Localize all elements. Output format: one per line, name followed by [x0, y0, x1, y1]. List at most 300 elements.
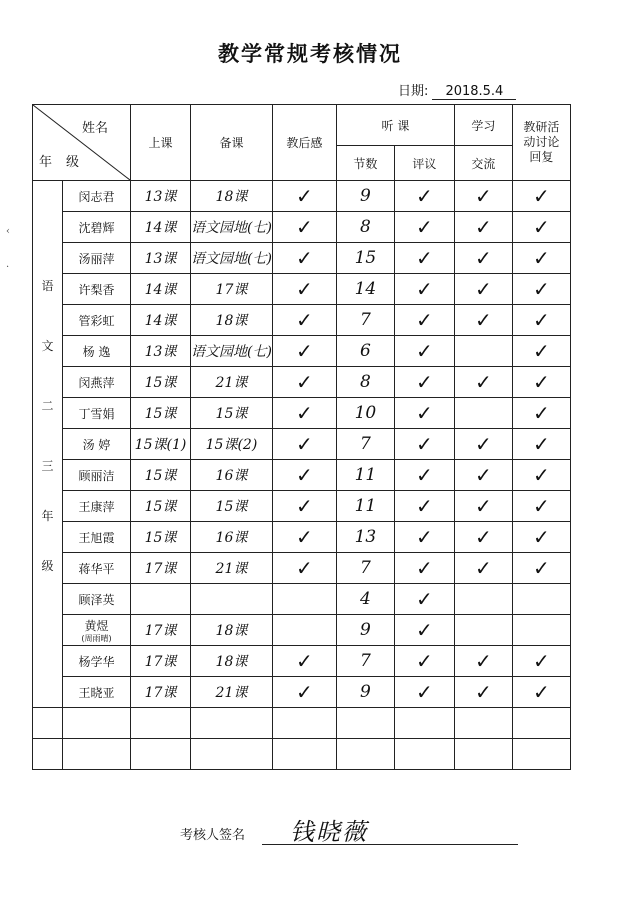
- table-row: [33, 429, 571, 460]
- check-mark-icon: ✓: [416, 649, 433, 673]
- check-mark-icon: ✓: [416, 525, 433, 549]
- research-cell: [512, 336, 570, 367]
- research-cell: [512, 708, 570, 739]
- teacher-name-cell: [63, 274, 131, 305]
- table-row: [33, 398, 571, 429]
- study-cell: [454, 615, 512, 646]
- listen-sessions-value: 7: [360, 310, 371, 330]
- listen-sessions-value: 7: [360, 558, 371, 578]
- class-value: 15课: [144, 406, 177, 422]
- prep-cell: [191, 305, 273, 336]
- study-cell: [454, 460, 512, 491]
- check-mark-icon: ✓: [475, 277, 492, 301]
- check-mark-icon: ✓: [296, 525, 313, 549]
- prep-cell: [191, 243, 273, 274]
- listen-sessions-cell: [336, 553, 394, 584]
- class-cell: [131, 398, 191, 429]
- class-value: 15课: [144, 530, 177, 546]
- listen-comments-cell: [394, 212, 454, 243]
- listen-sessions-value: 8: [360, 372, 371, 392]
- teacher-name: 管彩虹: [78, 313, 115, 328]
- reflection-cell: [272, 274, 336, 305]
- reflection-header: 教后感: [272, 105, 336, 181]
- class-value: 15课: [144, 499, 177, 515]
- reflection-cell: [272, 243, 336, 274]
- listen-comments-cell: [394, 274, 454, 305]
- study-cell: [454, 646, 512, 677]
- listen-sessions-cell: [336, 491, 394, 522]
- prep-cell: [191, 522, 273, 553]
- listen-sessions-value: 9: [360, 186, 371, 206]
- listen-sessions-cell: [336, 646, 394, 677]
- teacher-name: 王康萍: [78, 499, 115, 514]
- teacher-name-cell: [63, 615, 131, 646]
- teacher-name-cell: [63, 584, 131, 615]
- research-cell: [512, 553, 570, 584]
- check-mark-icon: ✓: [475, 184, 492, 208]
- study-cell: [454, 398, 512, 429]
- listen-sessions-value: 7: [360, 651, 371, 671]
- scan-mark: ·: [6, 262, 10, 273]
- check-mark-icon: ✓: [533, 649, 550, 673]
- reflection-cell: [272, 584, 336, 615]
- class-cell: [131, 274, 191, 305]
- check-mark-icon: ✓: [533, 339, 550, 363]
- class-cell: [131, 677, 191, 708]
- prep-cell: [191, 460, 273, 491]
- check-mark-icon: ✓: [296, 556, 313, 580]
- teacher-name: 杨 逸: [82, 344, 111, 359]
- reflection-cell: [272, 491, 336, 522]
- research-cell: [512, 646, 570, 677]
- check-mark-icon: ✓: [533, 215, 550, 239]
- teacher-name-cell: [63, 398, 131, 429]
- check-mark-icon: ✓: [475, 463, 492, 487]
- check-mark-icon: ✓: [533, 246, 550, 270]
- check-mark-icon: ✓: [416, 370, 433, 394]
- class-value: 13课: [144, 344, 177, 360]
- study-cell: [454, 212, 512, 243]
- listen-comments-cell: [394, 429, 454, 460]
- table-row: [33, 212, 571, 243]
- teacher-name-cell: [63, 367, 131, 398]
- listen-sessions-value: 10: [354, 403, 377, 423]
- listen-comments-cell: [394, 739, 454, 770]
- prep-cell: [191, 677, 273, 708]
- table-row: [33, 491, 571, 522]
- check-mark-icon: ✓: [416, 246, 433, 270]
- table-row: [33, 584, 571, 615]
- check-mark-icon: ✓: [416, 618, 433, 642]
- check-mark-icon: ✓: [416, 339, 433, 363]
- scan-mark: ‹: [6, 226, 10, 237]
- prep-cell: [191, 491, 273, 522]
- check-mark-icon: ✓: [416, 680, 433, 704]
- table-row: [33, 615, 571, 646]
- listen-comments-cell: [394, 398, 454, 429]
- listen-sessions-cell: [336, 708, 394, 739]
- table-row: [33, 274, 571, 305]
- study-cell: [454, 553, 512, 584]
- class-value: 17课: [144, 623, 177, 639]
- check-mark-icon: ✓: [296, 463, 313, 487]
- check-mark-icon: ✓: [475, 680, 492, 704]
- grade-char: 二: [41, 399, 54, 413]
- listen-sessions-cell: [336, 336, 394, 367]
- class-cell: [131, 460, 191, 491]
- listen-sessions-cell: [336, 677, 394, 708]
- check-mark-icon: ✓: [533, 525, 550, 549]
- check-mark-icon: ✓: [416, 432, 433, 456]
- prep-cell: [191, 181, 273, 212]
- table-row: [33, 646, 571, 677]
- prep-value: 15课: [215, 499, 248, 515]
- check-mark-icon: ✓: [296, 494, 313, 518]
- teacher-name: 蒋华平: [78, 561, 115, 576]
- teacher-name-cell: [63, 460, 131, 491]
- check-mark-icon: ✓: [533, 463, 550, 487]
- listen-comments-cell: [394, 677, 454, 708]
- check-mark-icon: ✓: [475, 215, 492, 239]
- research-cell: [512, 212, 570, 243]
- check-mark-icon: ✓: [296, 432, 313, 456]
- grade-cell-empty: [33, 739, 63, 770]
- prep-value: 15课(2): [205, 437, 258, 453]
- teacher-name-cell: [63, 646, 131, 677]
- grade-char: 文: [41, 339, 54, 353]
- date-label: 日期:: [398, 84, 429, 99]
- listen-sessions-header: 节数: [336, 146, 394, 181]
- listen-comments-header: 评议: [394, 146, 454, 181]
- research-cell: [512, 181, 570, 212]
- prep-value: 18课: [215, 654, 248, 670]
- reflection-cell: [272, 398, 336, 429]
- class-value: 14课: [144, 313, 177, 329]
- corner-header-cell: [33, 105, 131, 181]
- prep-value: 15课: [215, 406, 248, 422]
- prep-cell: [191, 212, 273, 243]
- grade-cell: [33, 181, 63, 708]
- teacher-name-cell: [63, 243, 131, 274]
- check-mark-icon: ✓: [475, 494, 492, 518]
- listen-sessions-value: 8: [360, 217, 371, 237]
- prep-header: 备课: [191, 105, 273, 181]
- teacher-name-cell: [63, 212, 131, 243]
- research-cell: [512, 491, 570, 522]
- check-mark-icon: ✓: [296, 339, 313, 363]
- research-header-line3: 回复: [529, 150, 554, 164]
- grade-char: 语: [41, 279, 54, 293]
- teacher-name-cell: [63, 739, 131, 770]
- table-row: [33, 522, 571, 553]
- prep-value: 21课: [215, 561, 248, 577]
- teacher-name: 顾泽英: [78, 592, 115, 607]
- class-cell: [131, 212, 191, 243]
- table-row: [33, 367, 571, 398]
- grade-char: 三: [41, 459, 54, 473]
- listen-comments-cell: [394, 305, 454, 336]
- listen-sessions-value: 14: [354, 279, 377, 299]
- teacher-name-cell: [63, 181, 131, 212]
- research-cell: [512, 584, 570, 615]
- class-cell: [131, 491, 191, 522]
- name-header: 姓名: [81, 121, 108, 136]
- prep-value: 语文园地(七): [191, 344, 272, 360]
- check-mark-icon: ✓: [296, 184, 313, 208]
- study-cell: [454, 584, 512, 615]
- check-mark-icon: ✓: [533, 277, 550, 301]
- listen-sessions-cell: [336, 367, 394, 398]
- class-cell: [131, 615, 191, 646]
- check-mark-icon: ✓: [416, 463, 433, 487]
- listen-comments-cell: [394, 367, 454, 398]
- research-header-line2: 动讨论: [523, 135, 560, 149]
- check-mark-icon: ✓: [533, 556, 550, 580]
- teacher-name-cell: [63, 677, 131, 708]
- grade-cell-empty: [33, 708, 63, 739]
- signature-label: 考核人签名: [180, 828, 246, 843]
- listen-group-header: 听 课: [336, 105, 454, 146]
- listen-sessions-cell: [336, 584, 394, 615]
- reflection-cell: [272, 212, 336, 243]
- check-mark-icon: ✓: [475, 649, 492, 673]
- study-cell: [454, 243, 512, 274]
- reflection-cell: [272, 708, 336, 739]
- study-cell: [454, 708, 512, 739]
- class-value: 13课: [144, 189, 177, 205]
- prep-cell: [191, 274, 273, 305]
- teacher-name-cell: [63, 305, 131, 336]
- class-value: 15课: [144, 468, 177, 484]
- teacher-name: 许梨香: [78, 282, 115, 297]
- teacher-name-cell: [63, 522, 131, 553]
- check-mark-icon: ✓: [296, 277, 313, 301]
- grade-char: 级: [41, 559, 54, 573]
- listen-comments-cell: [394, 584, 454, 615]
- prep-cell: [191, 739, 273, 770]
- prep-value: 语文园地(七): [191, 220, 272, 236]
- check-mark-icon: ✓: [416, 494, 433, 518]
- class-cell: [131, 522, 191, 553]
- assessment-table: [32, 104, 571, 770]
- listen-comments-cell: [394, 336, 454, 367]
- check-mark-icon: ✓: [296, 308, 313, 332]
- listen-comments-cell: [394, 181, 454, 212]
- listen-sessions-cell: [336, 460, 394, 491]
- signature-value: 钱晓薇: [290, 818, 368, 846]
- prep-cell: [191, 398, 273, 429]
- date-value: 2018.5.4: [432, 84, 516, 100]
- reflection-cell: [272, 460, 336, 491]
- check-mark-icon: ✓: [475, 370, 492, 394]
- check-mark-icon: ✓: [475, 308, 492, 332]
- reflection-cell: [272, 429, 336, 460]
- check-mark-icon: ✓: [416, 587, 433, 611]
- teacher-name-cell: [63, 491, 131, 522]
- listen-sessions-value: 7: [360, 434, 371, 454]
- class-cell: [131, 336, 191, 367]
- teacher-name-note: (周雨晴): [81, 633, 112, 643]
- listen-comments-cell: [394, 708, 454, 739]
- study-cell: [454, 677, 512, 708]
- class-value: 14课: [144, 220, 177, 236]
- class-cell: [131, 646, 191, 677]
- listen-comments-cell: [394, 460, 454, 491]
- prep-value: 语文园地(七): [191, 251, 272, 267]
- class-value: 17课: [144, 654, 177, 670]
- check-mark-icon: ✓: [475, 432, 492, 456]
- prep-value: 21课: [215, 375, 248, 391]
- class-value: 15课: [144, 375, 177, 391]
- class-cell: [131, 181, 191, 212]
- study-cell: [454, 181, 512, 212]
- reflection-cell: [272, 336, 336, 367]
- listen-comments-cell: [394, 522, 454, 553]
- teacher-name: 王旭霞: [78, 530, 115, 545]
- listen-sessions-cell: [336, 305, 394, 336]
- listen-sessions-value: 9: [360, 682, 371, 702]
- check-mark-icon: ✓: [533, 680, 550, 704]
- prep-cell: [191, 584, 273, 615]
- listen-sessions-cell: [336, 739, 394, 770]
- reflection-cell: [272, 367, 336, 398]
- teacher-name: 沈碧辉: [78, 220, 115, 235]
- class-cell: [131, 708, 191, 739]
- study-cell: [454, 336, 512, 367]
- study-cell: [454, 739, 512, 770]
- table-row: [33, 553, 571, 584]
- check-mark-icon: ✓: [533, 308, 550, 332]
- check-mark-icon: ✓: [533, 401, 550, 425]
- class-cell: [131, 429, 191, 460]
- class-cell: [131, 739, 191, 770]
- table-row: [33, 181, 571, 212]
- class-cell: [131, 553, 191, 584]
- listen-comments-cell: [394, 615, 454, 646]
- prep-value: 18课: [215, 623, 248, 639]
- teacher-name-cell: [63, 336, 131, 367]
- study-cell: [454, 522, 512, 553]
- teacher-name: 顾丽洁: [78, 468, 115, 483]
- prep-value: 16课: [215, 530, 248, 546]
- check-mark-icon: ✓: [475, 246, 492, 270]
- teacher-name: 黄煜: [84, 618, 109, 633]
- reflection-cell: [272, 677, 336, 708]
- reflection-cell: [272, 522, 336, 553]
- teacher-name: 丁雪娟: [78, 406, 115, 421]
- listen-sessions-cell: [336, 274, 394, 305]
- check-mark-icon: ✓: [533, 432, 550, 456]
- listen-comments-cell: [394, 553, 454, 584]
- prep-cell: [191, 336, 273, 367]
- listen-sessions-value: 6: [360, 341, 371, 361]
- research-cell: [512, 274, 570, 305]
- class-value: 17课: [144, 685, 177, 701]
- research-cell: [512, 243, 570, 274]
- table-row: [33, 708, 571, 739]
- check-mark-icon: ✓: [475, 525, 492, 549]
- reflection-cell: [272, 181, 336, 212]
- research-cell: [512, 305, 570, 336]
- research-cell: [512, 367, 570, 398]
- class-cell: [131, 584, 191, 615]
- class-cell: [131, 367, 191, 398]
- prep-cell: [191, 615, 273, 646]
- study-header-bottom: 交流: [454, 146, 512, 181]
- listen-comments-cell: [394, 243, 454, 274]
- study-cell: [454, 491, 512, 522]
- teacher-name: 王晓亚: [78, 685, 115, 700]
- teacher-name-cell: [63, 708, 131, 739]
- class-value: 14课: [144, 282, 177, 298]
- listen-comments-cell: [394, 491, 454, 522]
- reflection-cell: [272, 646, 336, 677]
- reflection-cell: [272, 739, 336, 770]
- check-mark-icon: ✓: [533, 370, 550, 394]
- check-mark-icon: ✓: [533, 184, 550, 208]
- teacher-name: 闵燕萍: [78, 375, 115, 390]
- listen-sessions-cell: [336, 212, 394, 243]
- prep-value: 21课: [215, 685, 248, 701]
- research-cell: [512, 398, 570, 429]
- table-row: [33, 336, 571, 367]
- study-header-top: 学习: [454, 105, 512, 146]
- teacher-name: 杨学华: [78, 654, 115, 669]
- check-mark-icon: ✓: [416, 401, 433, 425]
- reflection-cell: [272, 553, 336, 584]
- table-row: [33, 677, 571, 708]
- class-cell: [131, 243, 191, 274]
- teacher-name: 汤丽萍: [78, 251, 115, 266]
- listen-sessions-cell: [336, 398, 394, 429]
- check-mark-icon: ✓: [296, 215, 313, 239]
- class-cell: [131, 305, 191, 336]
- listen-comments-cell: [394, 646, 454, 677]
- study-cell: [454, 274, 512, 305]
- class-value: 15课(1): [134, 437, 187, 453]
- teacher-name-cell: [63, 429, 131, 460]
- listen-sessions-value: 9: [360, 620, 371, 640]
- research-cell: [512, 615, 570, 646]
- grade-char: 年: [41, 509, 54, 523]
- grade-header: 年级: [39, 155, 94, 170]
- listen-sessions-cell: [336, 615, 394, 646]
- research-cell: [512, 739, 570, 770]
- class-header: 上课: [131, 105, 191, 181]
- check-mark-icon: ✓: [416, 277, 433, 301]
- table-row: [33, 739, 571, 770]
- reflection-cell: [272, 305, 336, 336]
- listen-sessions-value: 15: [354, 248, 377, 268]
- prep-cell: [191, 429, 273, 460]
- table-row: [33, 243, 571, 274]
- listen-sessions-cell: [336, 243, 394, 274]
- study-cell: [454, 305, 512, 336]
- check-mark-icon: ✓: [416, 308, 433, 332]
- check-mark-icon: ✓: [296, 370, 313, 394]
- check-mark-icon: ✓: [296, 401, 313, 425]
- prep-cell: [191, 646, 273, 677]
- research-cell: [512, 522, 570, 553]
- check-mark-icon: ✓: [296, 649, 313, 673]
- prep-value: 16课: [215, 468, 248, 484]
- check-mark-icon: ✓: [475, 556, 492, 580]
- teacher-name-cell: [63, 553, 131, 584]
- listen-sessions-cell: [336, 522, 394, 553]
- check-mark-icon: ✓: [416, 184, 433, 208]
- prep-cell: [191, 553, 273, 584]
- prep-value: 18课: [215, 189, 248, 205]
